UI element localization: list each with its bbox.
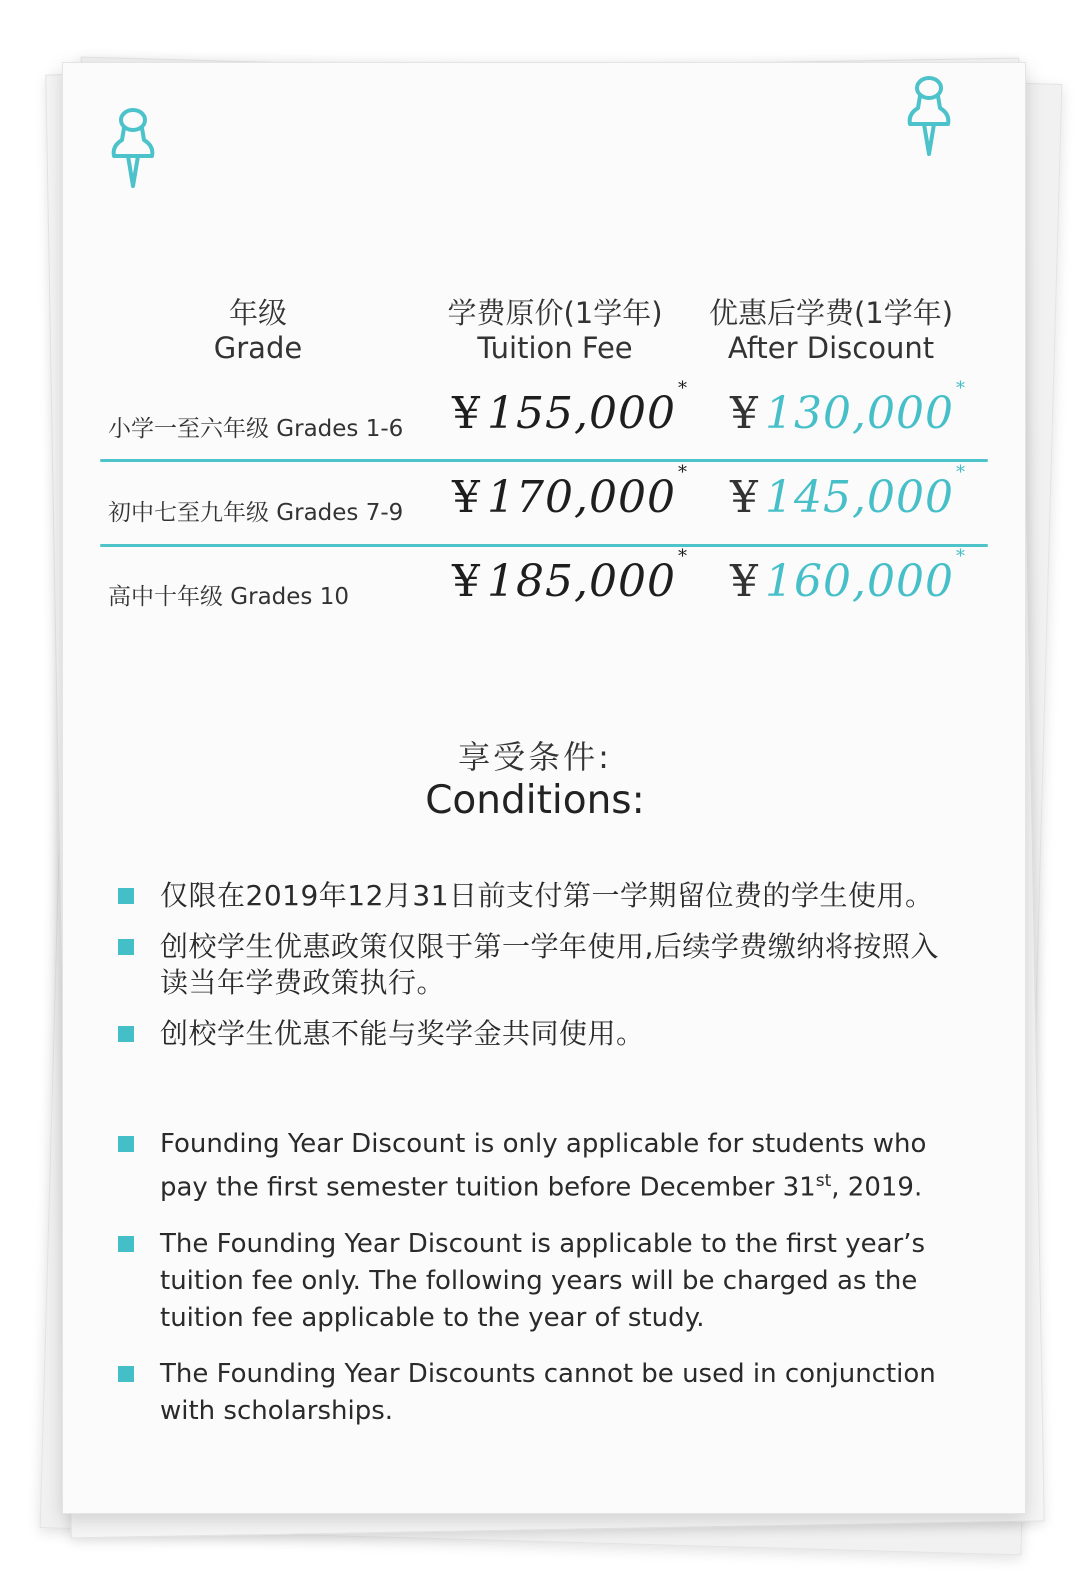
discount-value: 130,000 xyxy=(765,388,954,439)
footnote-mark: * xyxy=(955,462,966,483)
discount-price xyxy=(730,546,966,607)
currency-symbol: ¥ xyxy=(730,472,759,523)
conditions-title-zh: 享受条件: xyxy=(458,738,612,776)
list-item-text: 仅限在2019年12月31日前支付第一学期留位费的学生使用。 xyxy=(160,879,934,912)
tuition-value: 155,000 xyxy=(487,388,676,439)
bullet-square-icon xyxy=(118,888,134,904)
pushpin-icon xyxy=(106,106,160,196)
bullet-square-icon xyxy=(118,1136,134,1152)
currency-symbol: ¥ xyxy=(730,556,759,607)
header-discount-zh: 优惠后学费(1学年) xyxy=(708,296,954,330)
row-divider xyxy=(100,459,988,462)
grade-label: 小学一至六年级 Grades 1-6 xyxy=(108,416,404,442)
list-item xyxy=(116,1356,966,1430)
list-item-text: The Founding Year Discounts cannot be used in conjunction with scholarships. xyxy=(160,1358,936,1426)
row-divider xyxy=(100,544,988,547)
list-item xyxy=(116,1126,966,1207)
header-tuition-fee xyxy=(420,296,690,366)
currency-symbol: ¥ xyxy=(730,388,759,439)
footnote-mark: * xyxy=(677,378,688,399)
footnote-mark: * xyxy=(677,546,688,567)
tuition-value: 185,000 xyxy=(487,556,676,607)
header-discount-en: After Discount xyxy=(727,331,935,365)
bullet-square-icon xyxy=(118,939,134,955)
conditions-list-en xyxy=(116,1126,966,1449)
header-tuition-en: Tuition Fee xyxy=(477,331,633,365)
bullet-square-icon xyxy=(118,1236,134,1252)
list-item xyxy=(116,878,966,914)
list-item xyxy=(116,1016,966,1052)
header-grade-en: Grade xyxy=(213,331,303,365)
list-item xyxy=(116,1226,966,1337)
conditions-list-zh xyxy=(116,878,966,1067)
header-grade xyxy=(158,296,358,366)
grade-label: 高中十年级 Grades 10 xyxy=(108,584,349,610)
tuition-price xyxy=(452,462,688,523)
conditions-title-en: Conditions: xyxy=(425,778,645,823)
discount-value: 160,000 xyxy=(765,556,954,607)
footnote-mark: * xyxy=(677,462,688,483)
footnote-mark: * xyxy=(955,378,966,399)
list-item-text: 创校学生优惠政策仅限于第一学年使用,后续学费缴纳将按照入读当年学费政策执行。 xyxy=(160,930,939,999)
bullet-square-icon xyxy=(118,1366,134,1382)
discount-price xyxy=(730,378,966,439)
grade-label: 初中七至九年级 Grades 7-9 xyxy=(108,500,404,526)
tuition-price xyxy=(452,378,688,439)
discount-price xyxy=(730,462,966,523)
list-item-text-end: , 2019. xyxy=(831,1172,923,1203)
footnote-mark: * xyxy=(955,546,966,567)
header-grade-zh: 年级 xyxy=(228,296,287,330)
currency-symbol: ¥ xyxy=(452,556,481,607)
list-item-text: The Founding Year Discount is applicable to the first year’s tuition fee only. The following years will be charged as the tuition fee applicable to the year of study. xyxy=(160,1228,926,1333)
list-item-text: 创校学生优惠不能与奖学金共同使用。 xyxy=(160,1017,645,1050)
bullet-square-icon xyxy=(118,1026,134,1042)
list-item xyxy=(116,929,966,1001)
currency-symbol: ¥ xyxy=(452,388,481,439)
header-after-discount xyxy=(700,296,962,366)
tuition-price xyxy=(452,546,688,607)
list-item-text: Founding Year Discount is only applicable for students who pay the first semester tuition before December 31 xyxy=(160,1129,927,1203)
currency-symbol: ¥ xyxy=(452,472,481,523)
tuition-value: 170,000 xyxy=(487,472,676,523)
pushpin-icon xyxy=(902,74,956,164)
discount-value: 145,000 xyxy=(765,472,954,523)
ordinal-suffix: st xyxy=(815,1171,832,1191)
header-tuition-zh: 学费原价(1学年) xyxy=(447,296,663,330)
